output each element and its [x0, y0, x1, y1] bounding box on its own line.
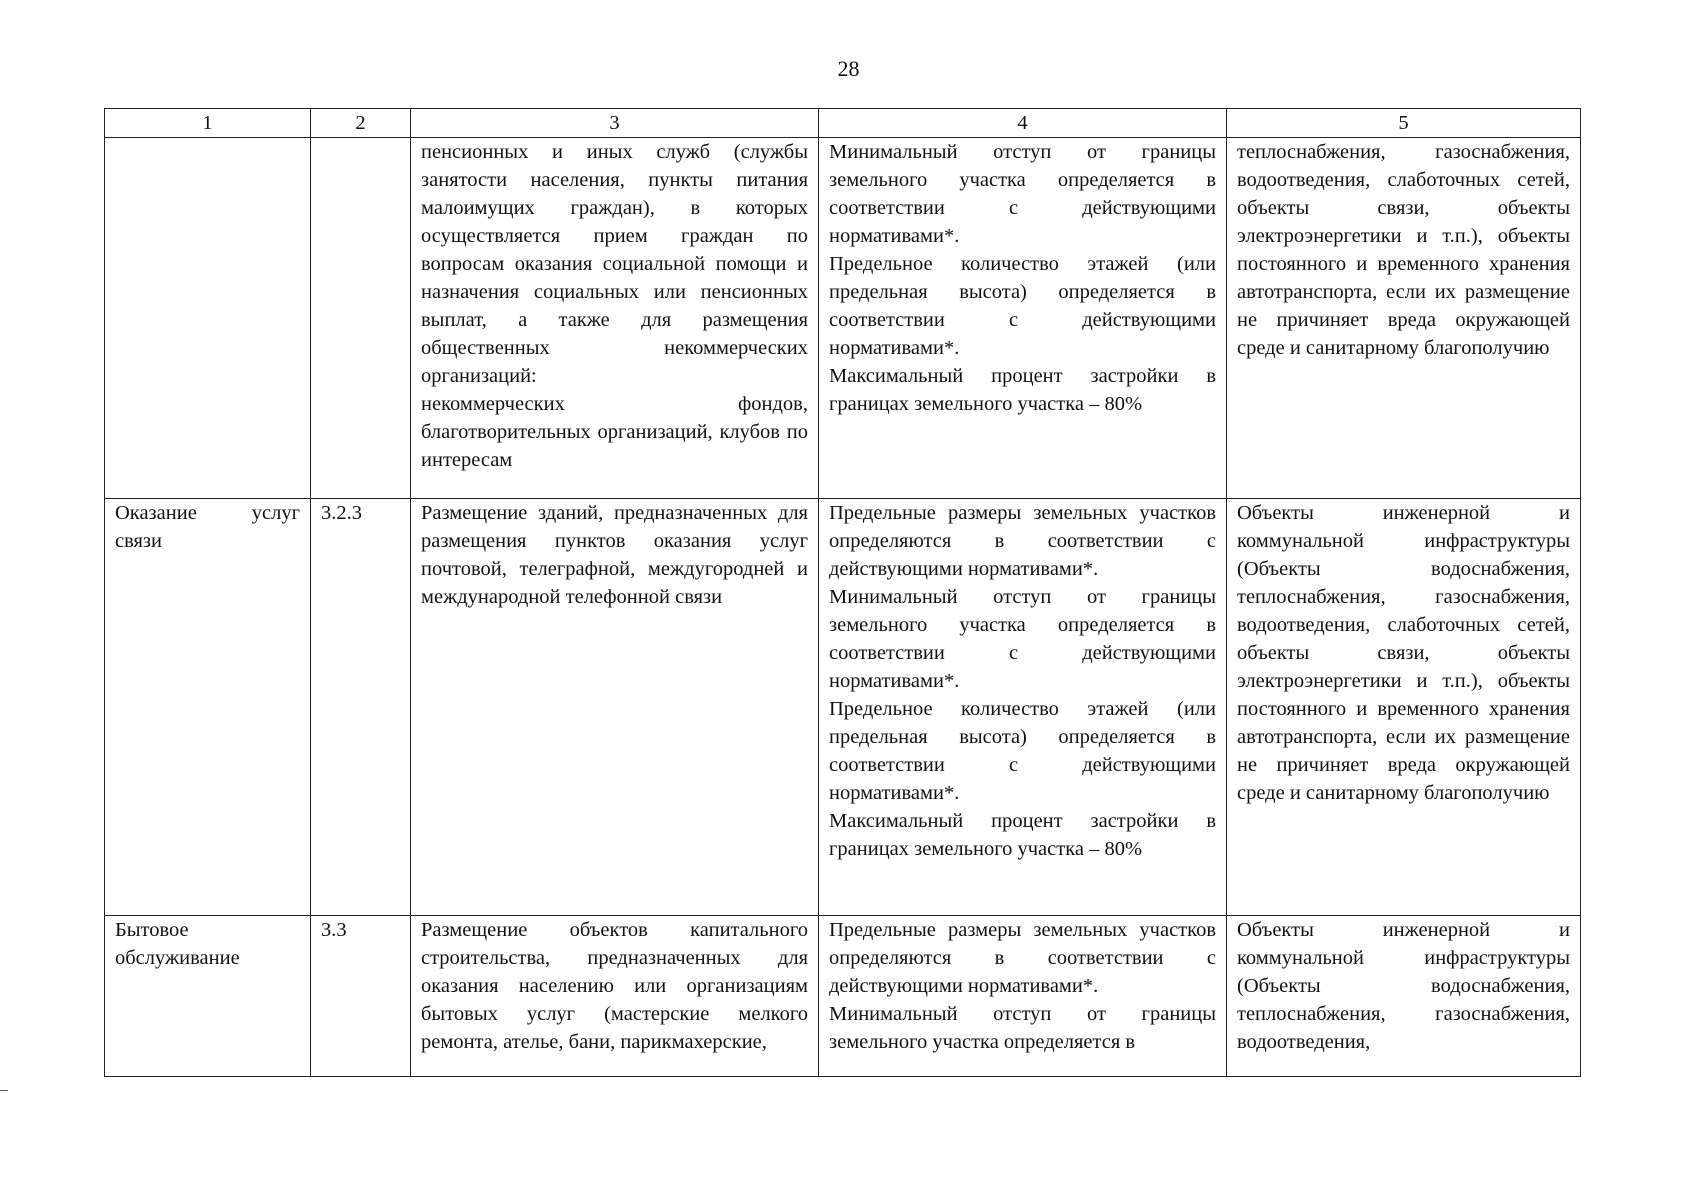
auxiliary-uses-cell: Объекты инженерной и коммунальной инфраструктуры (Объекты водоснабжения, теплоснабжения, газоснабжения, водоотведения, [1227, 916, 1581, 1077]
col-header-4: 4 [819, 109, 1227, 138]
table-row [105, 138, 1581, 499]
regulations-table [104, 108, 1581, 1077]
parameter-paragraph: Максимальный процент застройки в границах земельного участка – 80% [829, 810, 1216, 860]
table-row [105, 916, 1581, 1077]
parameter-paragraph: Предельные размеры земельных участков определяются в соответствии с действующими нормативами*. [829, 919, 1216, 997]
parameter-paragraph: Предельное количество этажей (или предельная высота) определяется в соответствии с действующими нормативами*. [829, 253, 1216, 359]
parameter-paragraph: Предельное количество этажей (или предельная высота) определяется в соответствии с действующими нормативами*. [829, 698, 1216, 804]
auxiliary-uses-cell: теплоснабжения, газоснабжения, водоотведения, слаботочных сетей, объекты связи, объекты электроэнергетики и т.п.), объекты постоянного и временного хранения автотранспорта, если их размещение не причиняет вреда окружающей среде и санитарному благополучию [1227, 138, 1581, 499]
col-header-2: 2 [311, 109, 411, 138]
description-paragraph: пенсионных и иных служб (службы занятости населения, пункты питания малоимущих граждан), в которых осуществляется прием граждан по вопросам оказания социальной помощи и назначения социальных или пенсионных выплат, а также для размещения общественных некоммерческих организаций: [421, 141, 808, 387]
use-code-cell: 3.3 [311, 916, 411, 1077]
use-code-cell: 3.2.3 [311, 499, 411, 916]
page-number: 28 [837, 56, 860, 81]
parameter-paragraph: Минимальный отступ от границы земельного участка определяется в соответствии с действующими нормативами*. [829, 141, 1216, 247]
parameter-paragraph: Предельные размеры земельных участков определяются в соответствии с действующими нормативами*. [829, 502, 1216, 580]
parameter-paragraph: Минимальный отступ от границы земельного участка определяется в [829, 1003, 1216, 1053]
parameters-cell [819, 916, 1227, 1077]
description-paragraph: некоммерческих фондов, благотворительных организаций, клубов по интересам [421, 393, 808, 471]
description-paragraph: Размещение объектов капитального строительства, предназначенных для оказания населению или организациям бытовых услуг (мастерские мелкого ремонта, ателье, бани, парикмахерские, [421, 919, 808, 1053]
use-description-cell [411, 499, 819, 916]
use-name-cell [105, 138, 311, 499]
use-code-cell [311, 138, 411, 499]
auxiliary-uses-cell: Объекты инженерной и коммунальной инфраструктуры (Объекты водоснабжения, теплоснабжения, газоснабжения, водоотведения, слаботочных сетей, объекты связи, объекты электроэнергетики и т.п.), объекты постоянного и временного хранения автотранспорта, если их размещение не причиняет вреда окружающей среде и санитарному благополучию [1227, 499, 1581, 916]
header-row [105, 109, 1581, 138]
margin-mark [0, 1090, 8, 1091]
use-description-cell [411, 916, 819, 1077]
use-name-cell: Бытовое обслуживание [105, 916, 311, 1077]
col-header-5: 5 [1227, 109, 1581, 138]
table-row [105, 499, 1581, 916]
parameter-paragraph: Максимальный процент застройки в границах земельного участка – 80% [829, 365, 1216, 415]
col-header-1: 1 [105, 109, 311, 138]
parameter-paragraph: Минимальный отступ от границы земельного участка определяется в соответствии с действующими нормативами*. [829, 586, 1216, 692]
use-name-cell: Оказание услуг связи [105, 499, 311, 916]
parameters-cell [819, 499, 1227, 916]
parameters-cell [819, 138, 1227, 499]
use-description-cell [411, 138, 819, 499]
description-paragraph: Размещение зданий, предназначенных для размещения пунктов оказания услуг почтовой, телеграфной, междугородней и международной телефонной связи [421, 502, 808, 608]
col-header-3: 3 [411, 109, 819, 138]
